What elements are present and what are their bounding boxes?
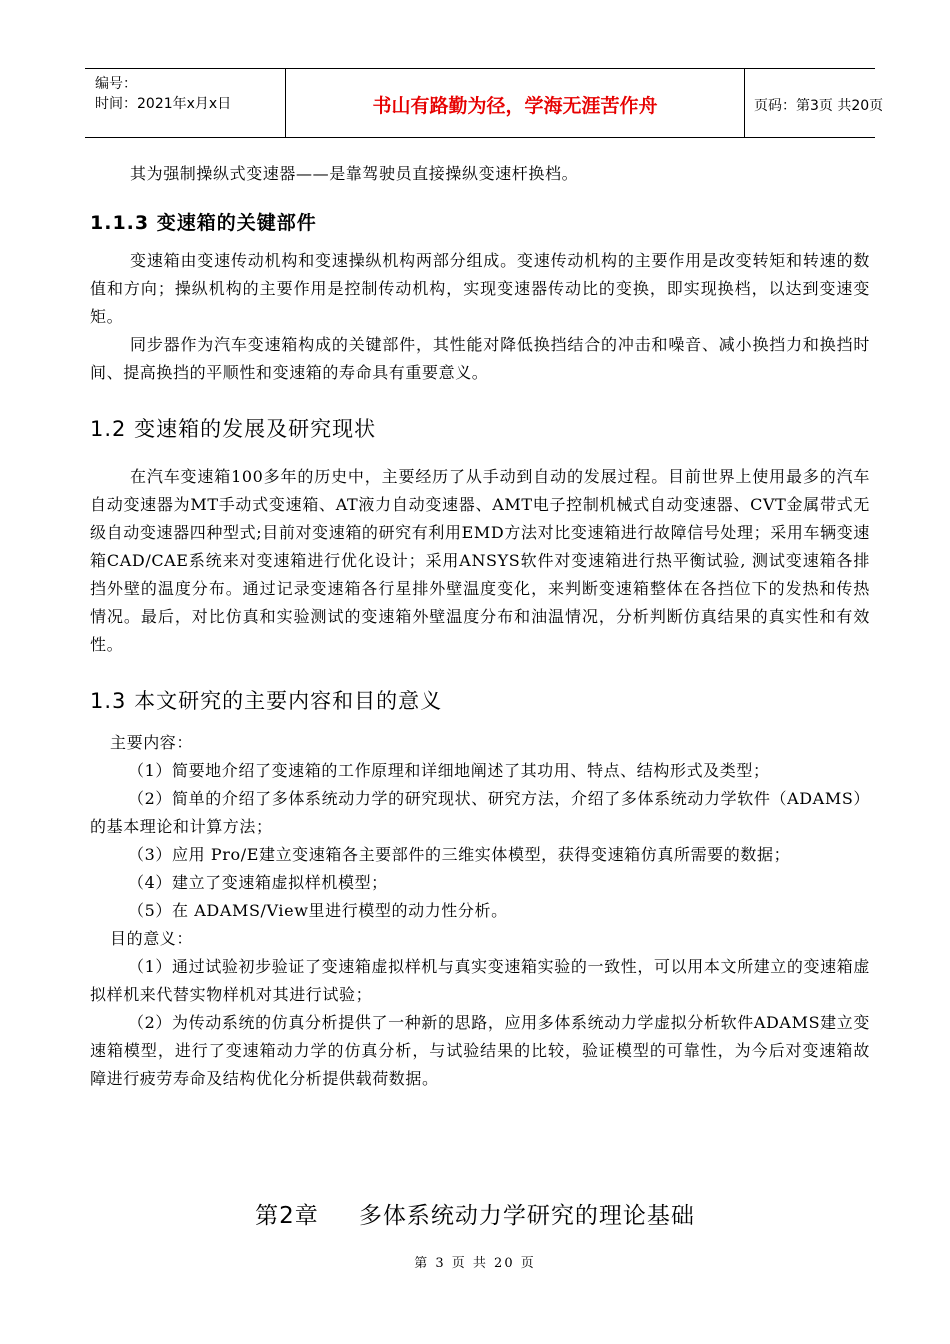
header-page-info: 页码：第3页 共20页 [754,98,884,114]
paragraph: 在汽车变速箱100多年的历史中，主要经历了从手动到自动的发展过程。目前世界上使用最多的汽车自动变速器为MT手动式变速箱、AT液力自动变速器、AMT电子控制机械式自动变速器、CVT金属带式无级自动变速器四种型式;目前对变速箱的研究有利用EMD方法对比变速箱进行故障信号处理；采用车辆变速箱CAD/CAE系统来对变速箱进行优化设计；采用ANSYS软件对变速箱进行热平衡试验, 测试变速箱各排挡外壁的温度分布。通过记录变速箱各行星排外壁温度变化，来判断变速箱整体在各挡位下的发热和传热情况。最后，对比仿真和实验测试的变速箱外壁温度分布和油温情况，分析判断仿真结果的真实性和有效性。 [90,467,870,654]
document-header [85,68,884,138]
list-item: （1）通过试验初步验证了变速箱虚拟样机与真实变速箱实验的一致性，可以用本文所建立的变速箱虚拟样机来代替实物样机对其进行试验； [90,957,870,1004]
document-body [90,160,870,1093]
paragraph: 变速箱由变速传动机构和变速操纵机构两部分组成。变速传动机构的主要作用是改变转矩和转速的数值和方向；操纵机构的主要作用是控制传动机构，实现变速器传动比的变换，即实现换档，以达到变速变矩。 [90,251,870,326]
list-item: （2）为传动系统的仿真分析提供了一种新的思路，应用多体系统动力学虚拟分析软件ADAMS建立变速箱模型，进行了变速箱动力学的仿真分析，与试验结果的比较，验证模型的可靠性，为今后对变速箱故障进行疲劳寿命及结构优化分析提供载荷数据。 [90,1013,870,1088]
time-label: 时间：2021年x月x日 [95,96,232,112]
list-item: （4）建立了变速箱虚拟样机模型； [128,873,388,892]
page-footer: 第 3 页 共 20 页 [414,1256,536,1271]
chapter-heading [0,1197,950,1230]
list-item: （5）在 ADAMS/View里进行模型的动力性分析。 [128,901,508,920]
main-content-label: 主要内容： [110,733,194,752]
chapter-number: 第2章 [255,1203,319,1229]
list-item: （2）简单的介绍了多体系统动力学的研究现状、研究方法，介绍了多体系统动力学软件（ADAMS）的基本理论和计算方法； [90,789,870,836]
purpose-label: 目的意义： [110,929,194,948]
header-page-cell [744,69,884,137]
paragraph: 同步器作为汽车变速箱构成的关键部件，其性能对降低换挡结合的冲击和噪音、减小换挡力和换挡时间、提高换挡的平顺性和变速箱的寿命具有重要意义。 [90,335,870,382]
header-motto-cell [285,69,745,137]
intro-paragraph: 其为强制操纵式变速器——是靠驾驶员直接操纵变速杆换档。 [130,164,579,183]
header-motto: 书山有路勤为径，学海无涯苦作舟 [372,95,658,117]
section-heading-1-1-3: 1.1.3 变速箱的关键部件 [90,212,317,234]
header-meta-cell [85,69,285,137]
section-heading-1-2: 1.2 变速箱的发展及研究现状 [90,417,377,441]
list-item: （1）简要地介绍了变速箱的工作原理和详细地阐述了其功用、特点、结构形式及类型； [128,761,770,780]
chapter-title: 多体系统动力学研究的理论基础 [358,1203,695,1229]
serial-label: 编号： [95,76,137,92]
section-heading-1-3: 1.3 本文研究的主要内容和目的意义 [90,689,443,713]
list-item: （3）应用 Pro/E建立变速箱各主要部件的三维实体模型，获得变速箱仿真所需要的数据； [128,845,791,864]
